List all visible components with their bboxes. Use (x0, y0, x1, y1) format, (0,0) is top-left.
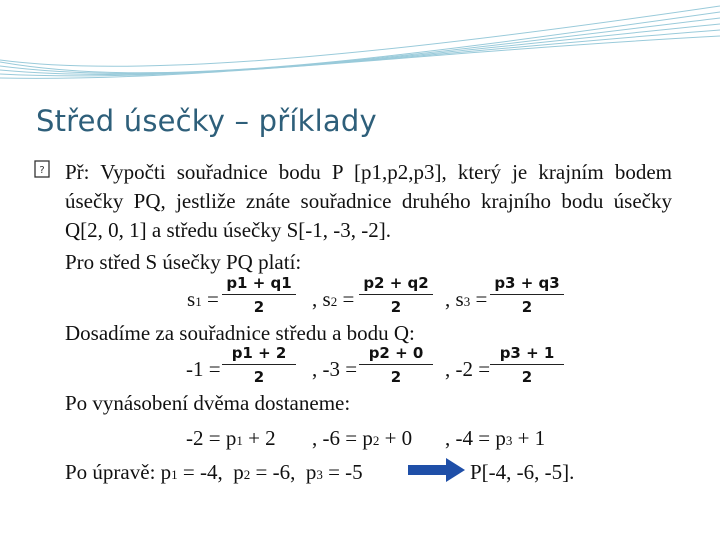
formula-s3-eq: = (470, 287, 488, 311)
formula-s1-denominator: 2 (253, 298, 265, 316)
result-p2-value: = -6, (250, 460, 296, 484)
formula-s1-var: s (187, 287, 196, 311)
result-prefix: Po úpravě: p (65, 460, 172, 484)
formula-s2-lhs (312, 287, 354, 312)
result-p3-var: p (305, 460, 317, 484)
mult-eq-1 (186, 426, 276, 451)
formula-s2-denominator: 2 (390, 298, 402, 316)
formula-s2-sub: 2 (330, 294, 338, 309)
subst-3-lhs: , -2 = (445, 357, 491, 381)
subst-1-lhs: -1 = (186, 357, 221, 381)
formula-s1-lhs (187, 287, 219, 312)
subst-3-fraction (490, 344, 564, 386)
formula-s2-var: , s (312, 287, 331, 311)
subst-2-numerator: p2 + 0 (368, 344, 424, 362)
formula-s2-eq: = (337, 287, 355, 311)
subst-1-numerator: p1 + 2 (231, 344, 287, 362)
svg-text:?: ? (39, 165, 45, 176)
result-p2-sub: 2 (243, 467, 251, 482)
fraction-bar (490, 364, 564, 365)
formula-s3-denominator: 2 (521, 298, 533, 316)
task-paragraph (65, 158, 672, 245)
mult-eq-3-right: + 1 (512, 426, 546, 450)
formula-s3-lhs (445, 287, 487, 312)
mult-eq-2-right: + 0 (379, 426, 413, 450)
mult-eq-3 (445, 426, 545, 451)
mult-eq-1-left: -2 = p (186, 426, 237, 450)
formula-s3-fraction (490, 274, 564, 316)
formula-s2-fraction (359, 274, 433, 316)
formula-s3-var: , s (445, 287, 464, 311)
fraction-bar (359, 294, 433, 295)
result-p1-sub: 1 (171, 467, 178, 482)
mult-eq-2-left: , -6 = p (312, 426, 373, 450)
fraction-bar (222, 364, 296, 365)
mult-eq-2-sub: 2 (372, 433, 380, 448)
formula-s3-numerator: p3 + q3 (494, 274, 560, 292)
subst-2-denominator: 2 (390, 368, 402, 386)
formula-s2-numerator: p2 + q2 (363, 274, 429, 292)
slide-title: Střed úsečky – příklady (36, 104, 377, 138)
result-p3-value: = -5 (322, 460, 363, 484)
mult-eq-3-sub: 3 (505, 433, 513, 448)
right-arrow-icon (408, 457, 466, 483)
result-answer: P[-4, -6, -5]. (470, 460, 575, 484)
mult-eq-2 (312, 426, 412, 451)
subst-2-lhs: , -3 = (312, 357, 358, 381)
mult-eq-1-right: + 2 (242, 426, 276, 450)
fraction-bar (490, 294, 564, 295)
task-text: Př: Vypočti souřadnice bodu P [p1,p2,p3], který je krajním bodem úsečky PQ, jestliže znáte souřadnice druhého krajního bodu úsečky Q[2, 0, 1] a středu úsečky S[-1, -3, -2]. (65, 160, 672, 242)
result-p1-value: = -4, (177, 460, 223, 484)
decorative-wave-lines (0, 0, 720, 90)
formula-s1-fraction (222, 274, 296, 316)
subst-3-numerator: p3 + 1 (499, 344, 555, 362)
substitute-intro: Dosadíme za souřadnice středu a bodu Q: (65, 321, 415, 345)
multiply-intro: Po vynásobení dvěma dostaneme: (65, 391, 351, 415)
subst-2-fraction (359, 344, 433, 386)
subst-1-fraction (222, 344, 296, 386)
result-line (65, 460, 363, 485)
fraction-bar (359, 364, 433, 365)
formula-s3-sub: 3 (463, 294, 471, 309)
subst-1-denominator: 2 (253, 368, 265, 386)
mult-eq-3-left: , -4 = p (445, 426, 506, 450)
result-p3-sub: 3 (316, 467, 323, 482)
formula-s1-numerator: p1 + q1 (226, 274, 292, 292)
result-p2-var: p (233, 460, 244, 484)
formula-s1-sub: 1 (195, 294, 202, 309)
midpoint-intro: Pro střed S úsečky PQ platí: (65, 250, 302, 274)
subst-3-denominator: 2 (521, 368, 533, 386)
fraction-bar (222, 294, 296, 295)
square-bullet-icon (34, 160, 50, 178)
mult-eq-1-sub: 1 (236, 433, 243, 448)
formula-s1-eq: = (201, 287, 219, 311)
